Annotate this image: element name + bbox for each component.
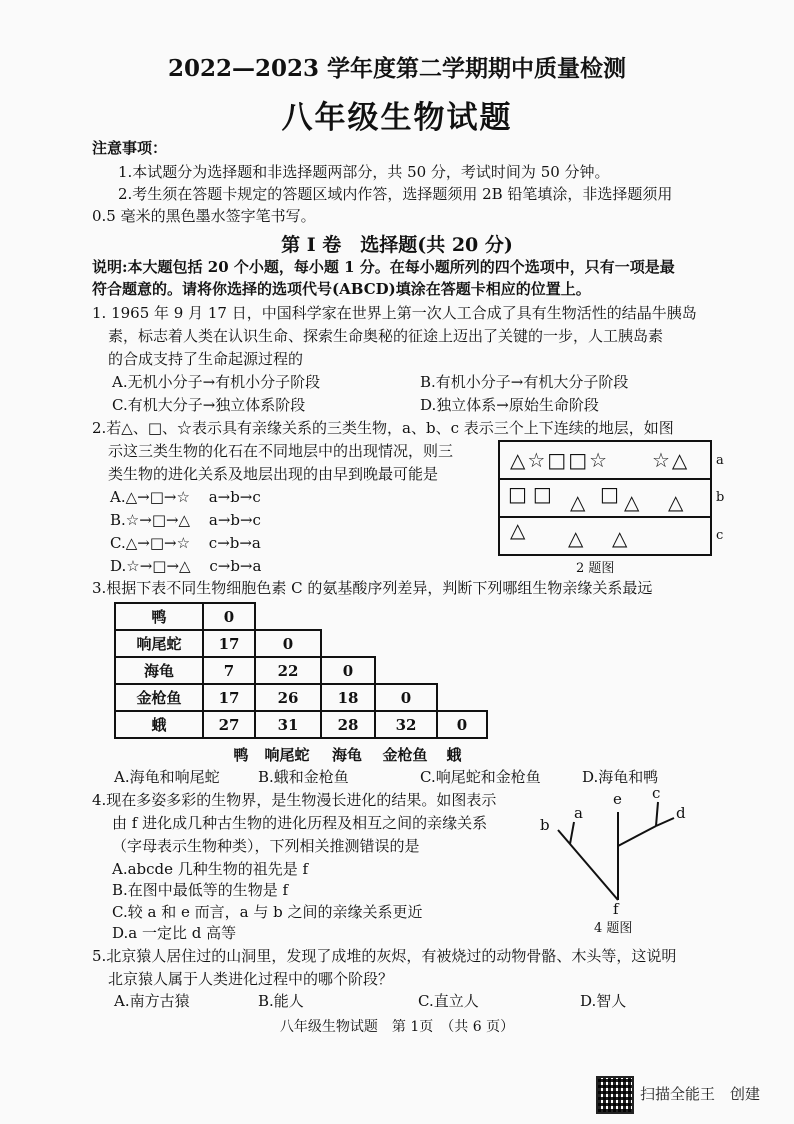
table-cell: 0 — [203, 603, 255, 630]
layer-c-label: c — [716, 528, 724, 543]
q4-option-b: B.在图中最低等的生物是 f — [112, 881, 289, 899]
q1-option-c: C.有机大分子→独立体系阶段 — [112, 396, 306, 414]
tree-label-e: e — [613, 790, 622, 808]
table-cell: 26 — [255, 684, 321, 711]
tree-branch-d — [656, 818, 674, 826]
layer-b-box — [498, 478, 712, 518]
row-label: 金枪鱼 — [115, 684, 203, 711]
q1-option-a: A.无机小分子→有机小分子阶段 — [112, 373, 321, 391]
layer-a-label: a — [716, 453, 724, 468]
q5-option-d: D.智人 — [580, 992, 627, 1010]
q2-stem-3: 类生物的进化关系及地层出现的由早到晚最可能是 — [108, 465, 439, 483]
q3-option-a: A.海龟和响尾蛇 — [114, 768, 220, 786]
tree-branch-ab — [558, 830, 618, 900]
q2-stem-2: 示这三类生物的化石在不同地层中的出现情况，则三 — [108, 442, 454, 460]
tree-label-d: d — [676, 804, 686, 822]
row-label: 响尾蛇 — [115, 630, 203, 657]
section-desc-cont: 符合题意的。请将你选择的选项代号(ABCD)填涂在答题卡相应的位置上。 — [92, 280, 591, 298]
q2-option-chain: ☆→□→△ — [126, 557, 191, 575]
scanner-watermark: 扫描全能王 创建 — [640, 1085, 761, 1103]
q2-option-letter: B. — [110, 511, 126, 529]
table-row — [115, 630, 487, 657]
layer-a-fossils-right: ☆△ — [652, 448, 690, 472]
q1-stem-3: 的合成支持了生命起源过程的 — [108, 350, 304, 368]
layer-c-fossils-1: △ — [510, 518, 526, 542]
table-cell: 31 — [255, 711, 321, 738]
q4-option-a: A.abcde 几种生物的祖先是 f — [112, 860, 309, 878]
layer-b-fossils-1: □□ — [508, 482, 558, 506]
column-label: 金枪鱼 — [382, 746, 428, 764]
column-label: 鸭 — [233, 746, 249, 764]
q5-option-c: C.直立人 — [418, 992, 479, 1010]
q2-option-b — [110, 510, 261, 530]
q3-option-b: B.蛾和金枪鱼 — [258, 768, 349, 786]
table-cell: 32 — [375, 711, 437, 738]
tree-label-a: a — [574, 804, 583, 822]
table-cell: 27 — [203, 711, 255, 738]
q1-option-b: B.有机小分子→有机大分子阶段 — [420, 373, 629, 391]
layer-c-fossils-2: △ — [568, 526, 584, 550]
q4-option-d: D.a 一定比 d 高等 — [112, 924, 237, 942]
layer-b-fossils-4: △ — [624, 490, 640, 514]
q5-stem-2: 北京猿人属于人类进化过程中的哪个阶段？ — [108, 970, 394, 988]
q4-option-c: C.较 a 和 e 而言，a 与 b 之间的亲缘关系更近 — [112, 903, 423, 921]
q2-option-letter: A. — [110, 488, 126, 506]
q2-option-order: c→b→a — [209, 557, 262, 575]
q2-option-d — [110, 556, 261, 576]
table-row — [115, 711, 487, 738]
table-cell: 7 — [203, 657, 255, 684]
q2-option-letter: D. — [110, 557, 127, 575]
q2-option-order: a→b→c — [208, 511, 261, 529]
layer-a-box — [498, 440, 712, 480]
tree-label-f: f — [613, 900, 619, 918]
notes-line-2: 2.考生须在答题卡规定的答题区域内作答，选择题须用 2B 铅笔填涂，非选择题须用 — [118, 185, 673, 203]
table-cell: 28 — [321, 711, 375, 738]
layer-c-fossils-3: △ — [612, 526, 628, 550]
column-label: 海龟 — [331, 746, 362, 764]
layer-b-fossils-2: △ — [570, 490, 586, 514]
figure-2-caption: 2 题图 — [576, 561, 615, 576]
tree-branch-a — [570, 822, 574, 844]
exam-subtitle: 八年级生物试题 — [281, 100, 513, 136]
q2-option-chain: △→□→☆ — [125, 488, 190, 506]
table-cell: 0 — [375, 684, 437, 711]
table-cell: 18 — [321, 684, 375, 711]
table-cell: 17 — [203, 684, 255, 711]
table-cell: 0 — [255, 630, 321, 657]
section-desc: 说明:本大题包括 20 个小题，每小题 1 分。在每小题所列的四个选项中，只有一项是最 — [92, 258, 675, 276]
section-title: 第 I 卷 选择题(共 20 分) — [281, 234, 513, 256]
exam-title: 2022—2023 学年度第二学期期中质量检测 — [167, 55, 627, 82]
q1-stem-2: 素，标志着人类在认识生命、探索生命奥秘的征途上迈出了关键的一步，人工胰岛素 — [108, 327, 664, 345]
cytochrome-table — [114, 602, 488, 739]
layer-b-label: b — [716, 490, 725, 505]
q2-option-order: a→b→c — [208, 488, 261, 506]
q3-option-d: D.海龟和鸭 — [582, 768, 659, 786]
table-row — [115, 603, 487, 630]
q5-option-a: A.南方古猿 — [114, 992, 190, 1010]
layer-b-fossils-5: △ — [668, 490, 684, 514]
q3-stem: 3.根据下表不同生物细胞色素 C 的氨基酸序列差异，判断下列哪组生物亲缘关系最远 — [92, 579, 653, 597]
qr-code-icon — [596, 1076, 634, 1114]
q4-stem-2: 由 f 进化成几种古生物的进化历程及相互之间的亲缘关系 — [112, 814, 488, 832]
page-footer: 八年级生物试题 第 1页 （共 6 页） — [279, 1019, 515, 1035]
column-label: 响尾蛇 — [264, 746, 310, 764]
layer-c-box — [498, 516, 712, 556]
q1-stem: 1. 1965 年 9 月 17 日，中国科学家在世界上第一次人工合成了具有生物活性的结晶牛胰岛 — [92, 304, 697, 322]
tree-branch-cd — [618, 826, 656, 846]
figure-4-caption: 4 题图 — [594, 921, 633, 936]
table-cell: 17 — [203, 630, 255, 657]
q1-option-d: D.独立体系→原始生命阶段 — [420, 396, 599, 414]
row-label: 蛾 — [115, 711, 203, 738]
column-label: 蛾 — [446, 746, 462, 764]
q2-option-chain: ☆→□→△ — [125, 511, 191, 529]
notes-line-1: 1.本试题分为选择题和非选择题两部分，共 50 分，考试时间为 50 分钟。 — [118, 163, 610, 181]
table-cell: 0 — [321, 657, 375, 684]
q4-stem-3: （字母表示生物种类），下列相关推测错误的是 — [112, 837, 420, 855]
table-cell: 0 — [437, 711, 487, 738]
evolution-tree-figure — [530, 780, 710, 940]
q5-stem: 5.北京猿人居住过的山洞里，发现了成堆的灰烬，有被烧过的动物骨骼、木头等，这说明 — [92, 947, 677, 965]
notes-heading: 注意事项： — [92, 139, 168, 157]
q2-option-chain: △→□→☆ — [125, 534, 191, 552]
q5-option-b: B.能人 — [258, 992, 304, 1010]
table-row — [115, 657, 487, 684]
q2-option-letter: C. — [110, 534, 126, 552]
row-label: 海龟 — [115, 657, 203, 684]
q2-option-a — [110, 487, 261, 507]
q2-option-c — [110, 533, 261, 553]
row-label: 鸭 — [115, 603, 203, 630]
tree-branch-c — [656, 802, 658, 826]
tree-label-b: b — [540, 816, 550, 834]
notes-line-2-cont: 0.5 毫米的黑色墨水签字笔书写。 — [92, 207, 316, 225]
layer-a-fossils: △☆□□☆ — [510, 448, 610, 472]
table-row — [115, 684, 487, 711]
tree-label-c: c — [652, 784, 661, 802]
q2-option-order: c→b→a — [208, 534, 261, 552]
q3-option-c: C.响尾蛇和金枪鱼 — [420, 768, 541, 786]
q2-stem: 2.若△、□、☆表示具有亲缘关系的三类生物，a、b、c 表示三个上下连续的地层，如图 — [92, 419, 674, 437]
table-cell: 22 — [255, 657, 321, 684]
layer-b-fossils-3: □ — [600, 482, 619, 506]
q4-stem: 4.现在多姿多彩的生物界，是生物漫长进化的结果。如图表示 — [92, 791, 497, 809]
